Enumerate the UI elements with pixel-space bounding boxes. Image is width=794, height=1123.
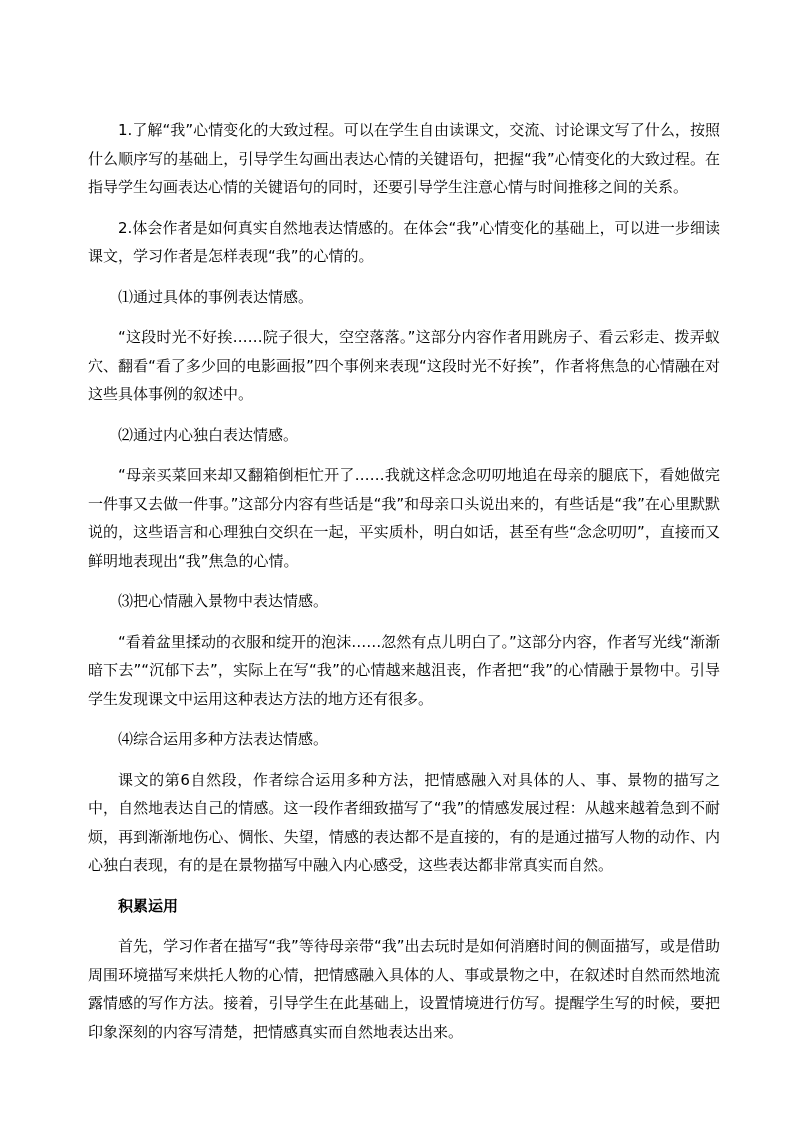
subheading-4: ⑷综合运用多种方法表达情感。 xyxy=(118,730,329,748)
subheading-2: ⑵通过内心独白表达情感。 xyxy=(118,425,299,444)
paragraph-2: 2.体会作者是如何真实自然地表达情感的。在体会“我”心情变化的基础上，可以进一步细读课文，学习作者是怎样表现“我”的心情的。 xyxy=(88,218,720,265)
final-paragraph: 首先，学习作者在描写“我”等待母亲带“我”出去玩时是如何消磨时间的侧面描写，或是借助周围环境描写来烘托人物的心情，把情感融入具体的人、事或景物之中，在叙述时自然而然地流露情感的写作方法。接着，引导学生在此基础上，设置情境进行仿写。提醒学生写的时候，要把印象深刻的内容写清楚，把情感真实而自然地表达出来。 xyxy=(88,937,720,1041)
paragraph-4: “母亲买菜回来却又翻箱倒柜忙开了……我就这样念念叨叨地追在母亲的腿底下，看她做完一件事又去做一件事。”这部分内容有些话是“我”和母亲口头说出来的，有些话是“我”在心里默默说的，这些语言和心理独白交织在一起，平实质朴，明白如话，甚至有些“念念叨叨”，直接而又鲜明地表现出“我”焦急的心情。 xyxy=(88,466,720,570)
paragraph-3: “这段时光不好挨……院子很大，空空落落。”这部分内容作者用跳房子、看云彩走、拨弄蚁穴、翻看“看了多少回的电影画报”四个事例来表现“这段时光不好挨”，作者将焦急的心情融在对这些具体事例的叙述中。 xyxy=(88,328,720,403)
section-heading: 积累运用 xyxy=(118,896,179,915)
paragraph-6: 课文的第6自然段，作者综合运用多种方法，把情感融入对具体的人、事、景物的描写之中，自然地表达自己的情感。这一段作者细致描写了“我”的情感发展过程：从越来越着急到不耐烦，再到渐渐地伤心、惆怅、失望，情感的表达都不是直接的，有的是通过描写人物的动作、内心独白表现，有的是在景物描写中融入内心感受，这些表达都非常真实而自然。 xyxy=(88,770,720,874)
subheading-3: ⑶把心情融入景物中表达情感。 xyxy=(118,592,329,610)
subheading-1: ⑴通过具体的事例表达情感。 xyxy=(118,287,314,306)
paragraph-1: 1.了解“我”心情变化的大致过程。可以在学生自由读课文，交流、讨论课文写了什么，按照什么顺序写的基础上，引导学生勾画出表达心情的关键语句，把握“我”心情变化的大致过程。在指导学生勾画表达心情的关键语句的同时，还要引导学生注意心情与时间推移之间的关系。 xyxy=(88,121,720,196)
paragraph-5: “看着盆里揉动的衣服和绽开的泡沫……忽然有点儿明白了。”这部分内容，作者写光线“渐渐暗下去”“沉郁下去”，实际上在写“我”的心情越来越沮丧，作者把“我”的心情融于景物中。引导学生发现课文中运用这种表达方法的地方还有很多。 xyxy=(88,632,720,708)
